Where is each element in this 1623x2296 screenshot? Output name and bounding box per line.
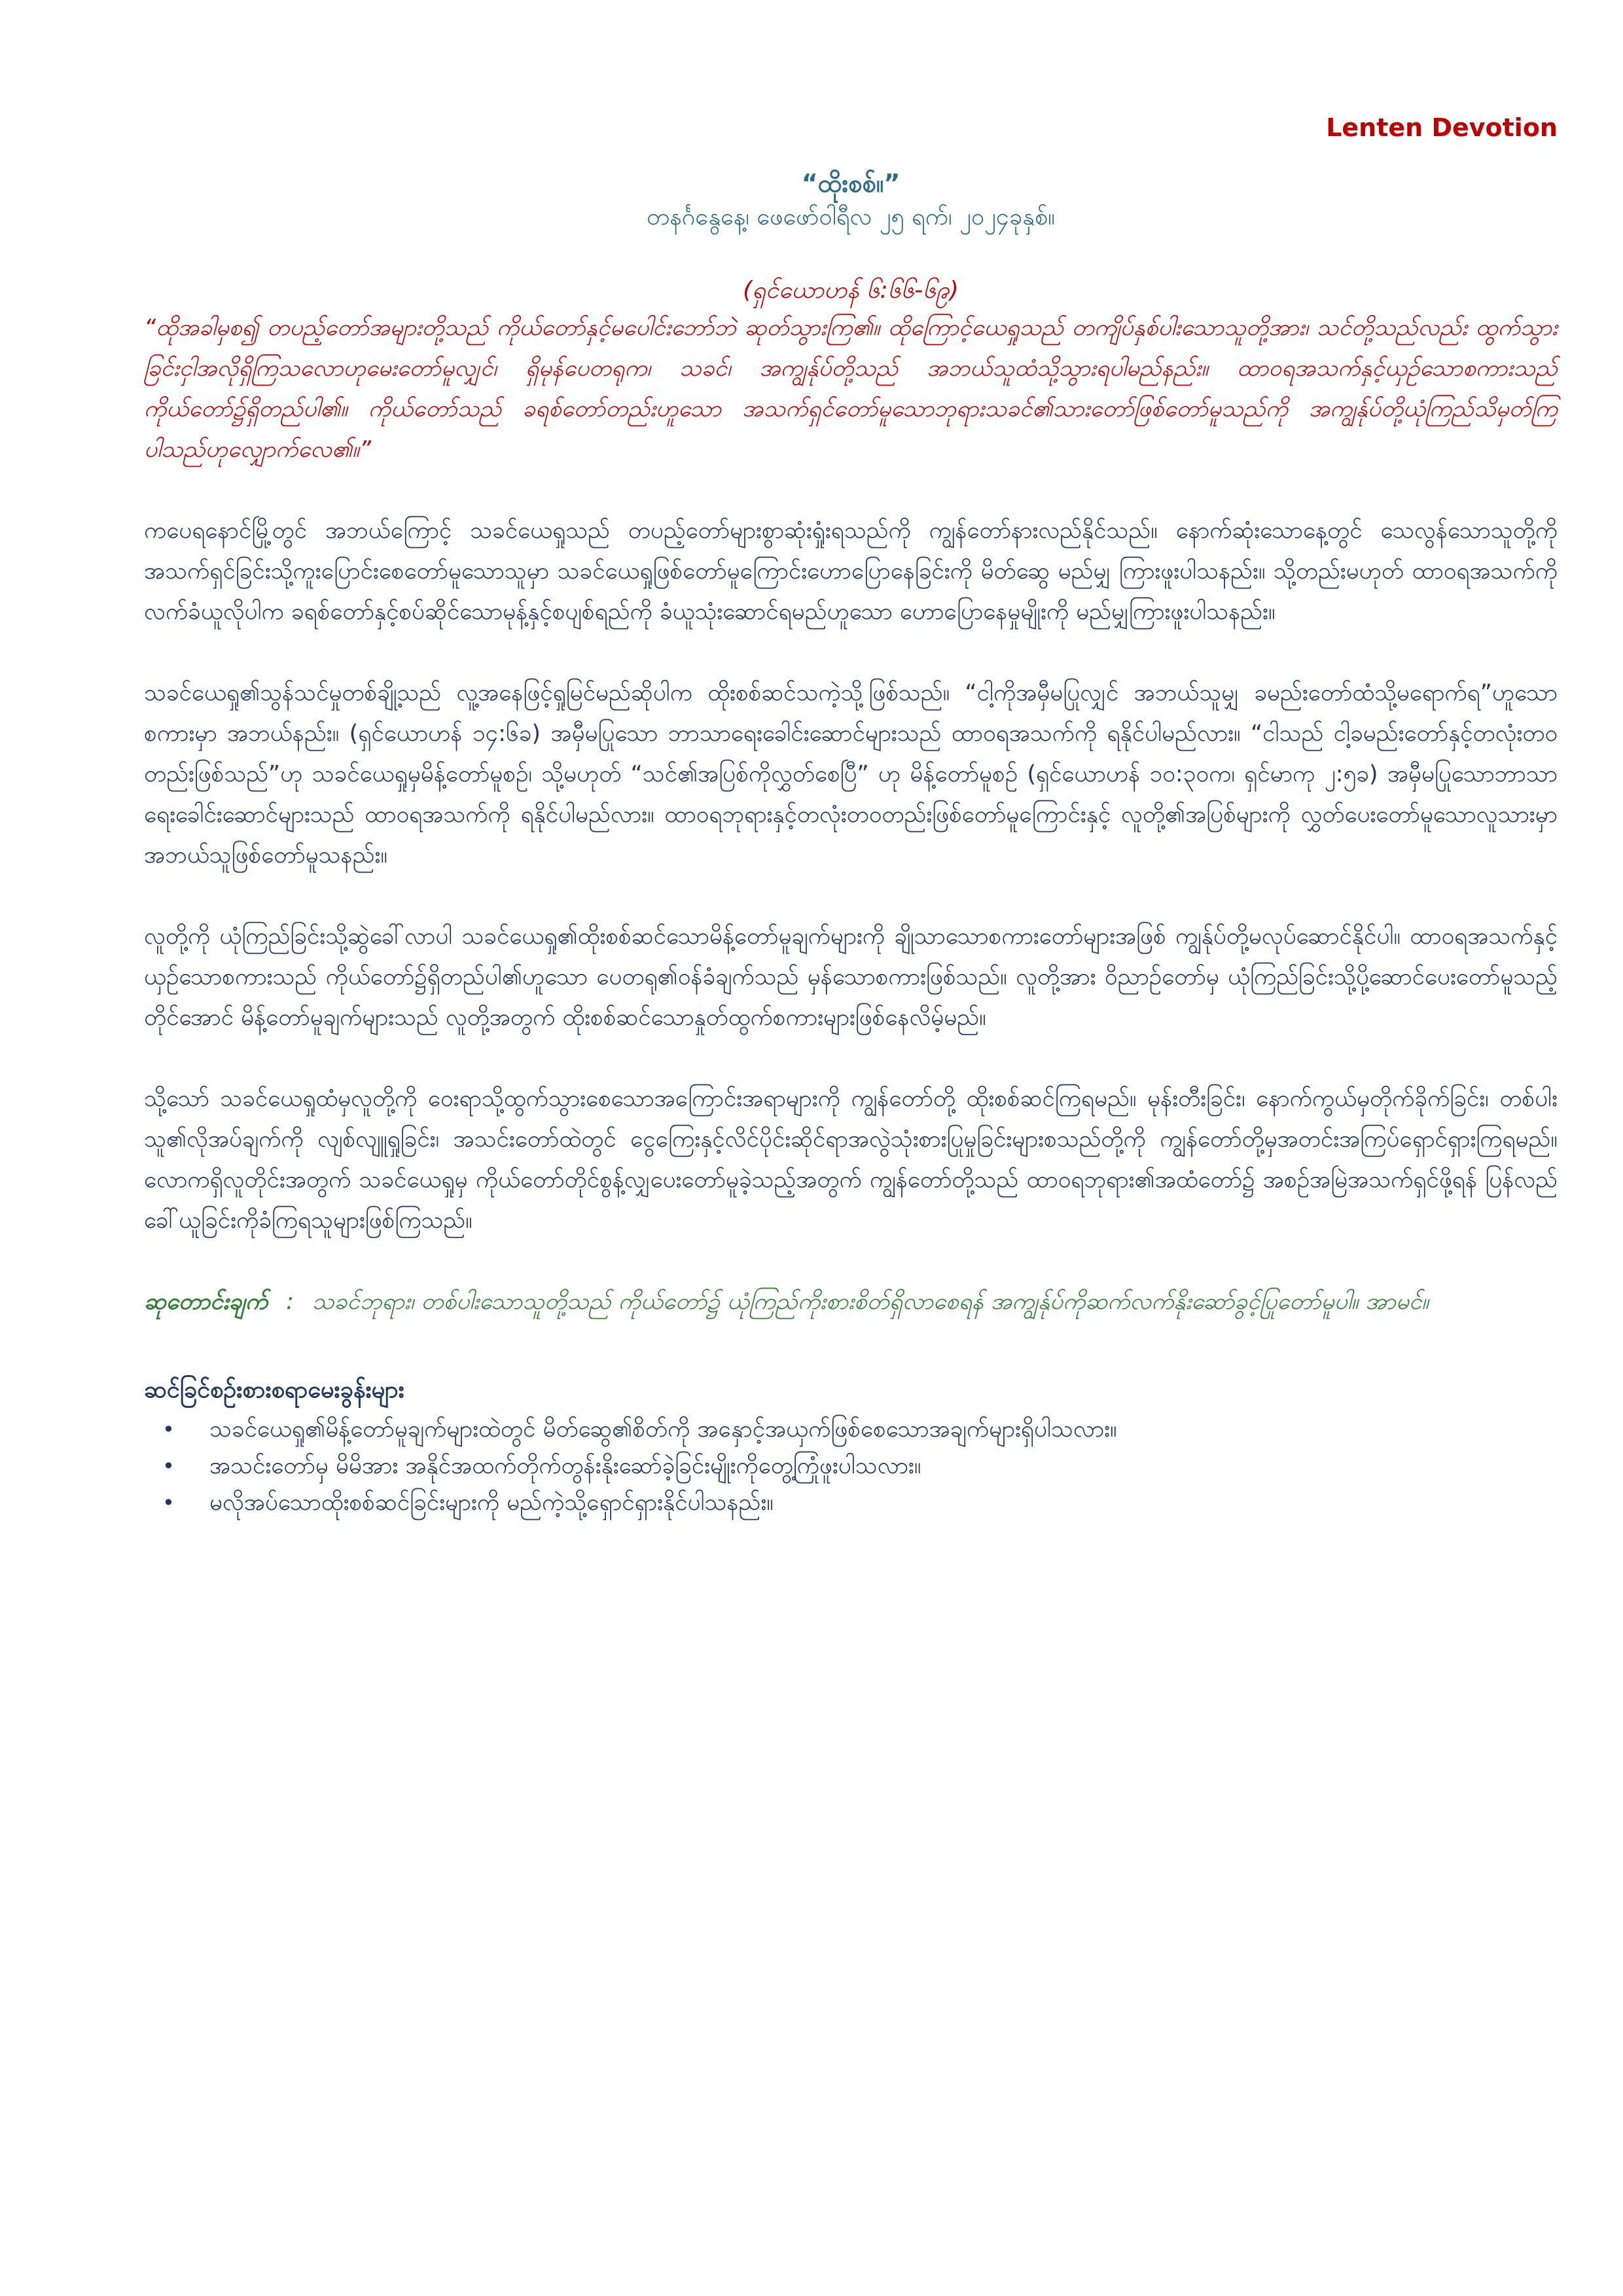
body-paragraph-3: လူတို့ကို ယုံကြည်ခြင်းသို့ဆွဲခေါ်လာပါ သခင်ယေရှု၏ထိုးစစ်ဆင်သောမိန့်တော်မူချက်များကို ချိုသာသောစကားတော်များအဖြစ် ကျွန်ုပ်တို့မလုပ်ဆောင်နိုင်ပါ။ ထာဝရအသက်နှင့်ယှဉ်သောစကားသည် ကိုယ်တော်၌ရှိတည်ပါ၏ဟူသော ပေတရု၏ဝန်ခံချက်သည် မှန်သောစကားဖြစ်သည်။ လူတို့အား ဝိညာဉ်တော်မှ ယုံကြည်ခြင်းသို့ပို့ဆောင်ပေးတော်မူသည့်တိုင်အောင် မိန့်တော်မူချက်များသည် လူတို့အတွက် ထိုးစစ်ဆင်သောနှုတ်ထွက်စကားများဖြစ်နေလိမ့်မည်။ [144,924,1558,1031]
prayer-text: သခင်ဘုရား၊ တစ်ပါးသောသူတို့သည် ကိုယ်တော်၌ ယုံကြည်ကိုးစားစိတ်ရှိလာစေရန် အကျွန်ုပ်ကိုဆက်လက်နိုးဆော်ခွင့်ပြုတော်မူပါ။ အာမင်။ [312,1289,1429,1315]
question-text: အသင်းတော်မှ မိမိအား အနိုင်အထက်တိုက်တွန်းနိုးဆော်ခဲ့ခြင်းမျိုးကိုတွေ့ကြုံဖူးပါသလား။ [209,1453,921,1479]
prayer-colon: : [286,1289,294,1315]
questions-heading: ဆင်ခြင်စဉ်းစားစရာမေးခွန်းများ [144,1376,404,1403]
bullet-icon: • [162,1490,175,1515]
question-item [144,1448,1558,1484]
scripture-text: “ထိုအခါမှစ၍ တပည့်တော်အများတို့သည် ကိုယ်တော်နှင့်မပေါင်းဘော်ဘဲ ဆုတ်သွားကြ၏။ ထိုကြောင့်ယေရှုသည် တကျိပ်နှစ်ပါးသောသူတို့အား၊ သင်တို့သည်လည်း ထွက်သွားခြင်းငှါအလိုရှိကြသလောဟုမေးတော်မူလျှင်၊ ရှိမုန်ပေတရုက၊ သခင်၊ အကျွန်ုပ်တို့သည် အဘယ်သူထံသို့သွားရပါမည်နည်း။ ထာဝရအသက်နှင့်ယှဉ်သောစကားသည် ကိုယ်တော်၌ရှိတည်ပါ၏။ ကိုယ်တော်သည် ခရစ်တော်တည်းဟူသော အသက်ရှင်တော်မူသောဘုရားသခင်၏သားတော်ဖြစ်တော်မူသည်ကို အကျွန်ုပ်တို့ယုံကြည်သိမှတ်ကြပါသည်ဟုလျှောက်လေ၏။” [144,315,1558,463]
lenten-devotion-tag: Lenten Devotion [1326,113,1558,142]
bullet-icon: • [162,1454,175,1479]
questions-list [144,1411,1558,1521]
question-item [144,1411,1558,1448]
question-text: သခင်ယေရှု၏မိန့်တော်မူချက်များထဲတွင် မိတ်ဆွေ၏စိတ်ကို အနှောင့်အယှက်ဖြစ်စေသောအချက်များရှိပါသလား။ [209,1416,1117,1443]
body-paragraph-4: သို့သော် သခင်ယေရှုထံမှလူတို့ကို ဝေးရာသို့ထွက်သွားစေသောအကြောင်းအရာများကို ကျွန်တော်တို့ ထိုးစစ်ဆင်ကြရမည်။ မုန်းတီးခြင်း၊ နောက်ကွယ်မှတိုက်ခိုက်ခြင်း၊ တစ်ပါးသူ၏လိုအပ်ချက်ကို လျစ်လျူရှုခြင်း၊ အသင်းတော်ထဲတွင် ငွေကြေးနှင့်လိင်ပိုင်းဆိုင်ရာအလွဲသုံးစားပြုမှုခြင်းများစသည်တို့ကို ကျွန်တော်တို့မှအတင်းအကြပ်ရှောင်ရှားကြရမည်။ လောကရှိလူတိုင်းအတွက် သခင်ယေရှုမှ ကိုယ်တော်တိုင်စွန့်လျှပေးတော်မူခဲ့သည့်အတွက် ကျွန်တော်တို့သည် ထာဝရဘုရား၏အထံတော်၌ အစဉ်အမြဲအသက်ရှင်ဖို့ရန် ပြန်လည်ခေါ်ယူခြင်းကိုခံကြရသူများဖြစ်ကြသည်။ [144,1086,1558,1234]
question-text: မလိုအပ်သောထိုးစစ်ဆင်ခြင်းများကို မည်ကဲ့သို့ရှောင်ရှားနိုင်ပါသနည်း။ [209,1490,774,1516]
devotion-title: “ထိုးစစ်။” [801,169,901,198]
prayer-label: ဆုတောင်းချက် [144,1289,268,1315]
devotion-date: တနင်္ဂနွေနေ့၊ ဖေဖော်ဝါရီလ ၂၅ ရက်၊ ၂၀၂၄ခုနှစ်။ [646,204,1056,230]
bullet-icon: • [162,1417,175,1442]
question-item [144,1484,1558,1521]
scripture-reference: (ရှင်ယောဟန် ၆:၆၆-၆၉) [743,277,959,304]
body-paragraph-1: ကပေရနောင်မြို့တွင် အဘယ်ကြောင့် သခင်ယေရှုသည် တပည့်တော်များစွာဆုံးရှုံးရသည်ကို ကျွန်တော်နားလည်နိုင်သည်။ နောက်ဆုံးသောနေ့တွင် သေလွန်သောသူတို့ကို အသက်ရှင်ခြင်းသို့ကူးပြောင်းစေတော်မူသောသူမှာ သခင်ယေရှုဖြစ်တော်မူကြောင်းဟောပြောနေခြင်းကို မိတ်ဆွေ မည်မျှ ကြားဖူးပါသနည်း။ သို့တည်းမဟုတ် ထာဝရအသက်ကို လက်ခံယူလိုပါက ခရစ်တော်နှင့်စပ်ဆိုင်သောမုန့်နှင့်စပျစ်ရည်ကို ခံယူသုံးဆောင်ရမည်ဟူသော ဟောပြောနေမှုမျိုးကို မည်မျှကြားဖူးပါသနည်း။ [144,518,1558,625]
body-paragraph-2: သခင်ယေရှု၏သွန်သင်မှုတစ်ချို့သည် လူ့အနေဖြင့်ရှုမြင်မည်ဆိုပါက ထိုးစစ်ဆင်သကဲ့သို့ဖြစ်သည်။ “ငါ့ကိုအမှီမပြုလျှင် အဘယ်သူမျှ ခမည်းတော်ထံသို့မရောက်ရ”ဟူသောစကားမှာ အဘယ်နည်း။ (ရှင်ယောဟန် ၁၄:၆ခ) အမှီမပြုသော ဘာသာရေးခေါင်းဆောင်များသည် ထာဝရအသက်ကို ရနိုင်ပါမည်လား။ “ငါသည် ငါ့ခမည်းတော်နှင့်တလုံးတဝတည်းဖြစ်သည်”ဟု သခင်ယေရှုမှမိန့်တော်မူစဉ်၊ သို့မဟုတ် “သင်၏အပြစ်ကိုလွှတ်စေပြီ” ဟု မိန့်တော်မူစဉ် (ရှင်ယောဟန် ၁၀:၃၀က၊ ရှင်မာကု ၂:၅ခ) အမှီမပြုသောဘာသာရေးခေါင်းဆောင်များသည် ထာဝရအသက်ကို ရနိုင်ပါမည်လား။ ထာဝရဘုရားနှင့်တလုံးတဝတည်းဖြစ်တော်မူကြောင်းနှင့် လူတို့၏အပြစ်များကို လွှတ်ပေးတော်မူသောလူသားမှာ အဘယ်သူဖြစ်တော်မူသနည်း။ [144,680,1558,869]
prayer-block [144,1282,1558,1322]
